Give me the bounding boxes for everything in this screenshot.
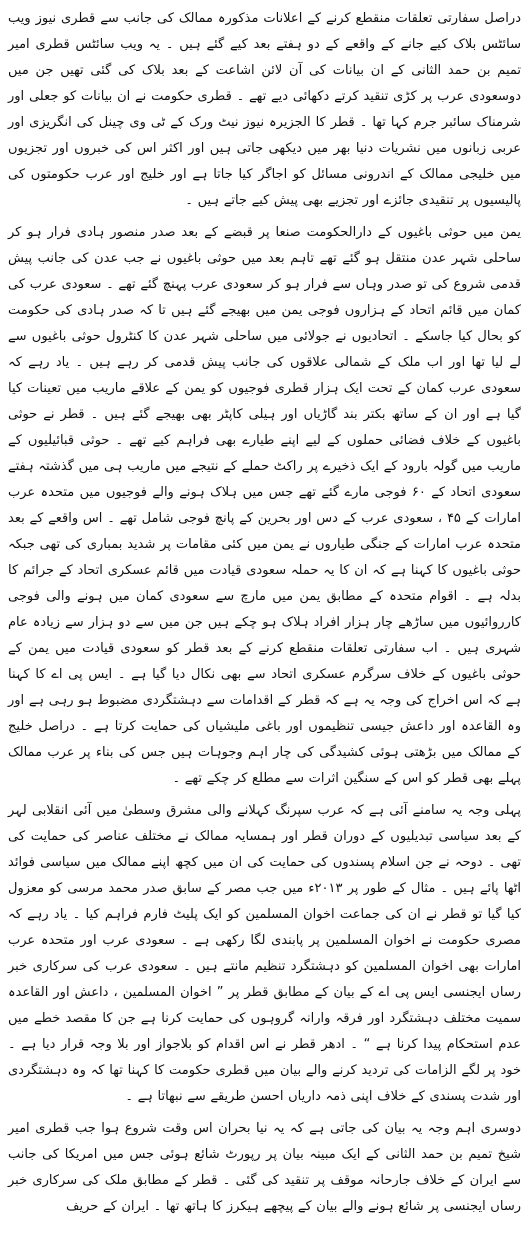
- article-paragraph: پہلی وجہ یہ سامنے آئی ہے کہ عرب سپرنگ کہلانے والی مشرق وسطیٰ میں آئی انقلابی لہر کے بعد سیاسی تبدیلیوں کے دوران قطر اور ہمسایہ ممالک نے مختلف عناصر کی حمایت کی تھی ۔ دوحہ نے جن اسلام پسندوں کی حمایت کی ان میں کچھ اپنے ممالک میں سیاسی فوائد اٹھا پائے ہیں ۔ مثال کے طور پر ۲۰۱۳ء میں جب مصر کے سابق صدر محمد مرسی کو معزول کیا گیا تو قطر نے ان کی جماعت اخوان المسلمین کو ایک پلیٹ فارم فراہم کیا ۔ یاد رہے کہ مصری حکومت نے اخوان المسلمین پر پابندی لگا رکھی ہے ۔ سعودی عرب اور متحدہ عرب امارات بھی اخوان المسلمین کو دہشتگرد تنظیم مانتے ہیں ۔ سعودی عرب کی سرکاری خبر رساں ایجنسی ایس پی اے کے بیان کے مطابق قطر پر ” اخوان المسلمین ، داعش اور القاعدہ سمیت مختلف دہشتگرد اور فرقہ وارانہ گروہوں کی حمایت کرنا ہے جن کا مقصد خطے میں عدم استحکام پیدا کرنا ہے “ ۔ ادھر قطر نے اس اقدام کو بلاجواز اور بلا وجہ قرار دیا ہے ۔ خود پر لگے الزامات کی تردید کرنے والے بیان میں قطری حکومت کا کہنا تھا کہ وہ دہشتگردی اور شدت پسندی کے خلاف اپنی ذمہ داریاں احسن طریقے سے نبھاتا ہے ۔: [8, 803, 521, 1104]
- article-paragraph: دوسری اہم وجہ یہ بیان کی جاتی ہے کہ یہ نیا بحران اس وقت شروع ہوا جب قطری امیر شیخ تمیم بن حمد الثانی کے ایک مبینہ بیان پر رپورٹ شائع ہوئی جس میں امریکا کی جانب سے ایران کے خلاف جارحانہ موقف پر تنقید کی گئی ۔ قطر کے مطابق ملک کی سرکاری خبر رساں ایجنسی پر شائع ہونے والے بیان کے پیچھے ہیکرز کا ہاتھ تھا ۔ ایران کے حریف: [8, 1121, 521, 1214]
- article-paragraph: دراصل سفارتی تعلقات منقطع کرنے کے اعلانات مذکورہ ممالک کی جانب سے قطری نیوز ویب سائٹس بلاک کیے جانے کے واقعے کے دو ہفتے بعد کیے گئے ہیں ۔ یہ ویب سائٹس قطری امیر تمیم بن حمد الثانی کے ان بیانات کی آن لائن اشاعت کے بعد بلاک کی گئی تھیں جن میں دوسعودی عرب پر کڑی تنقید کرتے دکھائی دیے تھے ۔ قطری حکومت نے ان بیانات کو جعلی اور شرمناک سائبر جرم کہا تھا ۔ قطر کا الجزیرہ نیوز نیٹ ورک کے ٹی وی چینل کی انگریزی اور عربی زبانوں میں نشریات دنیا بھر میں دیکھی جاتی ہیں اور اکثر اس کی خبروں اور تجزیوں میں خلیجی ممالک کے اندرونی مسائل کو اجاگر کیا جاتا ہے اور خلیج اور عرب حکومتوں کی پالیسیوں پر تنقیدی جائزے اور تجزیے بھی پیش کیے جاتے ہیں ۔: [8, 11, 521, 208]
- article-paragraph: یمن میں حوثی باغیوں کے دارالحکومت صنعا پر قبضے کے بعد صدر منصور ہادی فرار ہو کر ساحلی شہر عدن منتقل ہو گئے تھے تاہم بعد میں حوثی باغیوں نے جب عدن کی جانب پیش قدمی شروع کی تو صدر وہاں سے فرار ہو کر سعودی عرب پہنچ گئے تھے ۔ سعودی عرب کی کمان میں قائم اتحاد کے ہزاروں فوجی یمن میں بھیجے گئے ہیں تا کہ صدر ہادی کی حکومت کو بحال کیا جاسکے ۔ اتحادیوں نے جولائی میں ساحلی شہر عدن کا کنٹرول حوثی باغیوں سے لے لیا تھا اور اب ملک کے شمالی علاقوں کی جانب پیش قدمی کر رہے ہیں ۔ یاد رہے کہ سعودی عرب کمان کے تحت ایک ہزار قطری فوجیوں کو یمن کے علاقے ماریب میں تعینات کیا گیا ہے اور ان کے ساتھ بکتر بند گاڑیاں اور ہیلی کاپٹر بھی بھیجے گئے ہیں ۔ قطر نے حوثی باغیوں کے خلاف فضائی حملوں کے لیے اپنے طیارے بھی فراہم کیے تھے ۔ حوثی قبائیلیوں کے ماریب میں گولہ بارود کے ایک ذخیرے پر راکٹ حملے کے نتیجے میں ماریب ہی میں گذشتہ ہفتے سعودی اتحاد کے ۶۰ فوجی مارے گئے تھے جس میں ہلاک ہونے والے فوجیوں میں متحدہ عرب امارات کے ۴۵ ، سعودی عرب کے دس اور بحرین کے پانچ فوجی شامل تھے ۔ اس واقعے کے بعد متحدہ عرب امارات کے جنگی طیاروں نے یمن میں کئی مقامات پر شدید بمباری کی تھی جبکہ حوثی باغیوں کا کہنا ہے کہ ان کا یہ حملہ سعودی قیادت میں قائم عسکری اتحاد کے جرائم کا بدلہ ہے ۔ اقوام متحدہ کے مطابق یمن میں مارچ سے سعودی کمان میں ہونے والی فوجی کارروائیوں میں ساڑھے چار ہزار افراد ہلاک ہو چکے ہیں جن میں سے دو ہزار سے زیادہ عام شہری ہیں ۔ اب سفارتی تعلقات منقطع کرنے کے بعد قطر کو سعودی قیادت میں یمن کے حوثی باغیوں کے خلاف سرگرم عسکری اتحاد سے بھی نکال دیا گیا ہے ۔ ایس پی اے کا کہنا ہے کہ اس اخراج کی وجہ یہ ہے کہ قطر کے اقدامات سے دہشتگردی مضبوط ہو رہی ہے اور وہ القاعدہ اور داعش جیسی تنظیموں اور باغی ملیشیاں کی حمایت کرتا ہے ۔ دراصل خلیج کے ممالک میں بڑھتی ہوئی کشیدگی کی چار اہم وجوہات ہیں جس کی بناء پر عرب ممالک پہلے بھی قطر کو اس کے سنگین اثرات سے مطلع کر چکے تھے ۔: [8, 225, 522, 786]
